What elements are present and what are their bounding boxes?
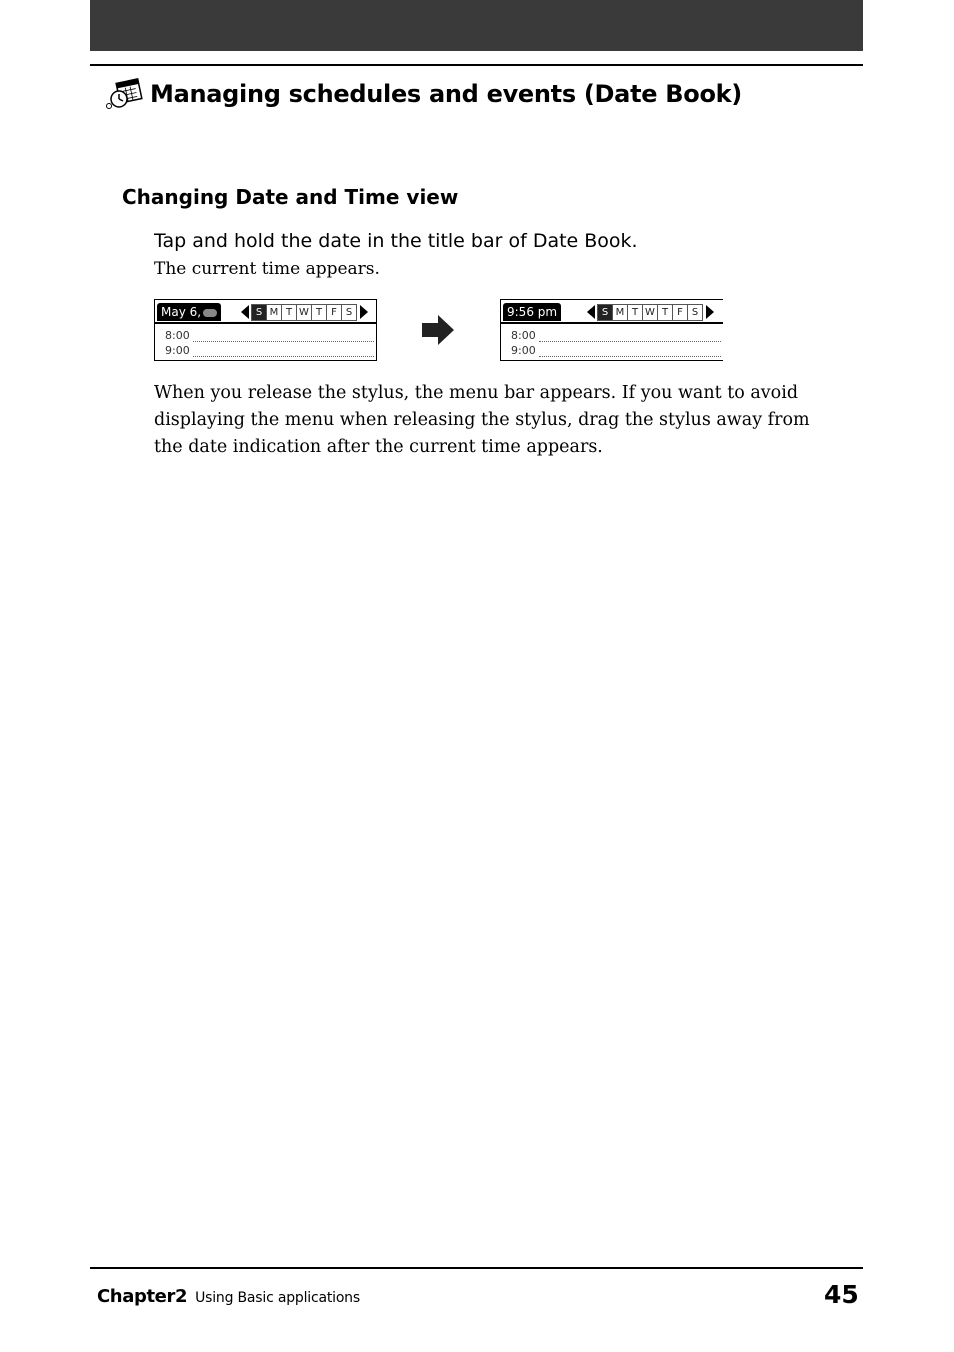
datebook-icon [104,77,144,111]
time-label: 8:00 [511,329,536,342]
next-week-icon [360,305,368,319]
day-button: M [612,304,628,321]
header-rule [90,64,863,66]
day-button: M [266,304,282,321]
date-title-tab [157,303,221,321]
day-button: W [296,304,312,321]
body-paragraph [154,380,844,461]
footer-chapter [97,1286,360,1307]
time-label: 9:00 [165,344,190,357]
time-title-tab [503,303,561,321]
day-button: S [341,304,357,321]
date-label: May 6, [161,305,202,319]
datebook-titlebar [501,300,723,324]
screenshot-before [154,299,377,361]
footer-rule [90,1267,863,1269]
time-label: 9:56 pm [507,305,558,319]
chapter-title: Using Basic applications [195,1290,360,1306]
day-selector [598,304,703,321]
day-button: F [672,304,688,321]
week-nav [587,304,714,320]
section-heading: Changing Date and Time view [122,185,459,209]
screenshot-after [500,299,723,361]
time-slot [165,343,376,357]
page-number: 45 [824,1280,859,1309]
page-title: Managing schedules and events (Date Book) [150,80,742,108]
step-result: The current time appears. [154,259,380,279]
day-button: T [281,304,297,321]
prev-week-icon [587,305,595,319]
right-arrow-icon [420,313,456,347]
body-line: When you release the stylus, the menu bar appears. If you want to avoid [154,383,799,403]
body-line: the date indication after the current time appears. [154,437,603,457]
step-instruction: Tap and hold the date in the title bar of Date Book. [154,230,638,252]
prev-week-icon [241,305,249,319]
time-slot [511,328,723,342]
title-row [104,76,742,112]
week-nav [241,304,368,320]
day-button: S [687,304,703,321]
day-button: T [627,304,643,321]
day-button: T [311,304,327,321]
time-label: 9:00 [511,344,536,357]
header-bar [90,0,863,51]
body-line: displaying the menu when releasing the stylus, drag the stylus away from [154,410,810,430]
time-slot [511,343,723,357]
day-button: W [642,304,658,321]
time-slot [165,328,376,342]
day-button: F [326,304,342,321]
blurred-year [203,309,217,317]
next-week-icon [706,305,714,319]
day-button: S [251,304,267,321]
day-button: T [657,304,673,321]
time-label: 8:00 [165,329,190,342]
day-selector [252,304,357,321]
day-button: S [597,304,613,321]
datebook-titlebar [155,300,376,324]
chapter-label: Chapter2 [97,1286,188,1307]
